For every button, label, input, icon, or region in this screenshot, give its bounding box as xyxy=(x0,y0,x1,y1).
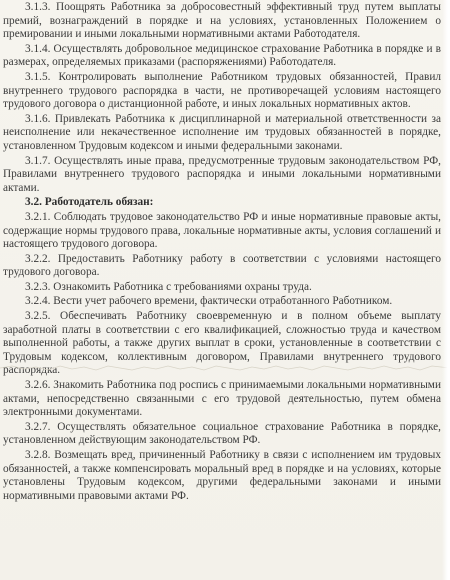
clause-3-2-5: 3.2.5. Обеспечивать Работнику своевременную и в полном объеме выплату заработной платы в соответствии с его квалификацией, сложностью труда и качеством выполненной работы, а также других выплат в сроки, установленные в соответствии с Трудовым кодексом, коллективным договором, Правилами внутреннего трудового распорядка. xyxy=(3,310,441,377)
clause-3-2-4: 3.2.4. Вести учет рабочего времени, фактически отработанного Работником. xyxy=(25,295,393,308)
paper-edge xyxy=(442,0,450,580)
clause-3-1-4: 3.1.4. Осуществлять добровольное медицинское страхование Работника в порядке и в размерах, определяемых приказами (распоряжениями) Работодателя. xyxy=(3,42,441,69)
contract-text xyxy=(3,1,441,504)
clause-3-1-5: 3.1.5. Контролировать выполнение Работником трудовых обязанностей, Правил внутреннего трудового распорядка в части, не противоречащей условиям настоящего трудового договора о дистанционной работе, и иных локальных нормативных актов. xyxy=(3,70,441,111)
clause-3-2-1: 3.2.1. Соблюдать трудовое законодательство РФ и иные нормативные правовые акты, содержащие нормы трудового права, локальные нормативные акты, условия соглашений и настоящего трудового договора. xyxy=(3,210,441,251)
clause-3-2-2: 3.2.2. Предоставить Работнику работу в соответствии с условиями настоящего трудового договора. xyxy=(3,252,441,279)
clause-3-2-8: 3.2.8. Возмещать вред, причиненный Работнику в связи с исполнением им трудовых обязанностей, а также компенсировать моральный вред в порядке и на условиях, которые установлены Трудовым кодексом, другими федеральными законами и иными нормативными правовыми актами РФ. xyxy=(3,449,441,502)
clause-3-2-3: 3.2.3. Ознакомить Работника с требованиями охраны труда. xyxy=(25,280,312,293)
clause-3-2-7: 3.2.7. Осуществлять обязательное социальное страхование Работника в порядке, установленном действующим законодательством РФ. xyxy=(3,420,441,447)
clause-3-1-3: 3.1.3. Поощрять Работника за добросовестный эффективный труд путем выплаты премий, вознаграждений в порядке и на условиях, установленных Положением о премировании и иными локальными нормативными актами Работодателя. xyxy=(3,1,441,41)
clause-3-1-7: 3.1.7. Осуществлять иные права, предусмотренные трудовым законодательством РФ, Правилами внутреннего трудового распорядка и иными локальными нормативными актами. xyxy=(3,154,441,194)
section-heading-3-2: 3.2. Работодатель обязан: xyxy=(25,196,154,209)
clause-3-1-6: 3.1.6. Привлекать Работника к дисциплинарной и материальной ответственности за неисполнение или некачественное исполнение им трудовых обязанностей в порядке, установленном Трудовым кодексом и иными федеральными законами. xyxy=(3,112,441,152)
clause-3-2-6: 3.2.6. Знакомить Работника под роспись с принимаемыми локальными нормативными актами, непосредственно связанными с его трудовой деятельностью, путем обмена электронными документами. xyxy=(3,379,441,419)
